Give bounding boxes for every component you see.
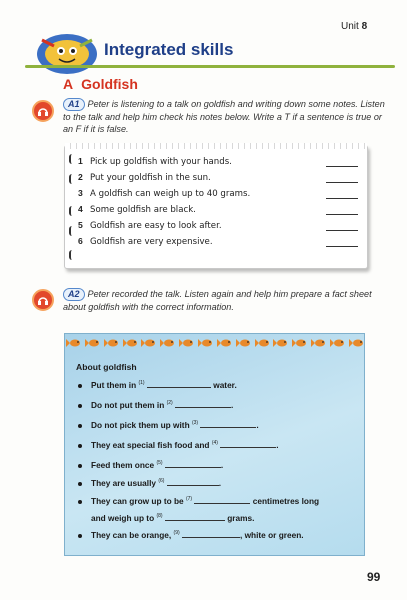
torn-edge — [65, 143, 367, 149]
goldfish-icon — [311, 337, 327, 349]
fish-border — [66, 337, 365, 351]
fill-blank[interactable] — [165, 513, 225, 521]
fact-item: They can grow up to be $^{(7)}$ centimetres long — [91, 496, 320, 506]
answer-blank[interactable] — [326, 198, 358, 199]
part-a-heading: A Goldfish — [63, 76, 138, 92]
fact-item: They are usually $^{(6)}$ . — [91, 478, 222, 488]
goldfish-icon — [198, 337, 214, 349]
section-title: Integrated skills — [104, 40, 234, 59]
goldfish-icon — [179, 337, 195, 349]
note-item: 6 Goldfish are very expensive. — [78, 236, 213, 247]
spiral-ring — [69, 250, 75, 260]
note-item: 2 Put your goldfish in the sun. — [78, 172, 211, 183]
spiral-ring — [69, 226, 75, 236]
spiral-ring — [69, 174, 75, 184]
fill-blank[interactable] — [182, 530, 240, 538]
fact-item: Put them in $^{(1)}$ water. — [91, 380, 237, 390]
goldfish-icon — [255, 337, 271, 349]
bullet — [78, 444, 82, 448]
bullet — [78, 424, 82, 428]
fill-blank[interactable] — [194, 496, 250, 504]
unit-label: Unit 8 — [341, 21, 368, 32]
a1-instruction: A1 Peter is listening to a talk on goldfish and writing down some notes. Listen to the talk and help him check his notes below. Write a T if a sentence is true or an F if it is false. — [63, 99, 385, 134]
fact-item: They can be orange, $^{(9)}$ , white or green. — [91, 530, 304, 540]
note-item: 5 Goldfish are easy to look after. — [78, 220, 222, 231]
goldfish-icon — [236, 337, 252, 349]
answer-blank[interactable] — [326, 214, 358, 215]
goldfish-icon — [330, 337, 346, 349]
bullet — [78, 500, 82, 504]
notes-card — [64, 145, 368, 269]
goldfish-icon — [273, 337, 289, 349]
title-ribbon — [25, 65, 395, 68]
goldfish-icon — [66, 337, 82, 349]
fill-blank[interactable] — [175, 400, 231, 408]
fact-item: Feed them once $^{(5)}$ . — [91, 460, 224, 470]
headphones-icon — [32, 289, 54, 311]
fill-blank[interactable] — [147, 380, 211, 388]
goldfish-icon — [292, 337, 308, 349]
a2-instruction: A2 Peter recorded the talk. Listen again and help him prepare a fact sheet about goldfish with the correct information. — [63, 289, 372, 312]
answer-blank[interactable] — [326, 182, 358, 183]
bullet — [78, 534, 82, 538]
spiral-ring — [69, 206, 75, 216]
goldfish-icon — [141, 337, 157, 349]
fact-item: They eat special fish food and $^{(4)}$ . — [91, 440, 279, 450]
note-item: 1 Pick up goldfish with your hands. — [78, 156, 232, 167]
answer-blank[interactable] — [326, 246, 358, 247]
goldfish-icon — [123, 337, 139, 349]
bullet — [78, 384, 82, 388]
fact-sheet-title: About goldfish — [76, 362, 137, 372]
fact-item: Do not put them in $^{(2)}$ . — [91, 400, 234, 410]
goldfish-icon — [85, 337, 101, 349]
bullet — [78, 482, 82, 486]
a1-tag: A1 — [63, 98, 85, 111]
bullet — [78, 464, 82, 468]
note-item: 3 A goldfish can weigh up to 40 grams. — [78, 188, 251, 199]
fill-blank[interactable] — [167, 478, 219, 486]
fill-blank[interactable] — [165, 460, 221, 468]
fill-blank[interactable] — [200, 420, 256, 428]
a2-tag: A2 — [63, 288, 85, 301]
spiral-ring — [69, 154, 75, 164]
goldfish-icon — [349, 337, 365, 349]
goldfish-icon — [217, 337, 233, 349]
fact-item: and weigh up to $^{(8)}$ grams. — [91, 513, 255, 523]
answer-blank[interactable] — [326, 230, 358, 231]
mascot-logo-icon — [32, 26, 102, 78]
page-number: 99 — [367, 570, 381, 584]
fill-blank[interactable] — [220, 440, 276, 448]
bullet — [78, 404, 82, 408]
fact-item: Do not pick them up with $^{(3)}$ . — [91, 420, 259, 430]
goldfish-icon — [104, 337, 120, 349]
goldfish-icon — [160, 337, 176, 349]
note-item: 4 Some goldfish are black. — [78, 204, 196, 215]
headphones-icon — [32, 100, 54, 122]
answer-blank[interactable] — [326, 166, 358, 167]
